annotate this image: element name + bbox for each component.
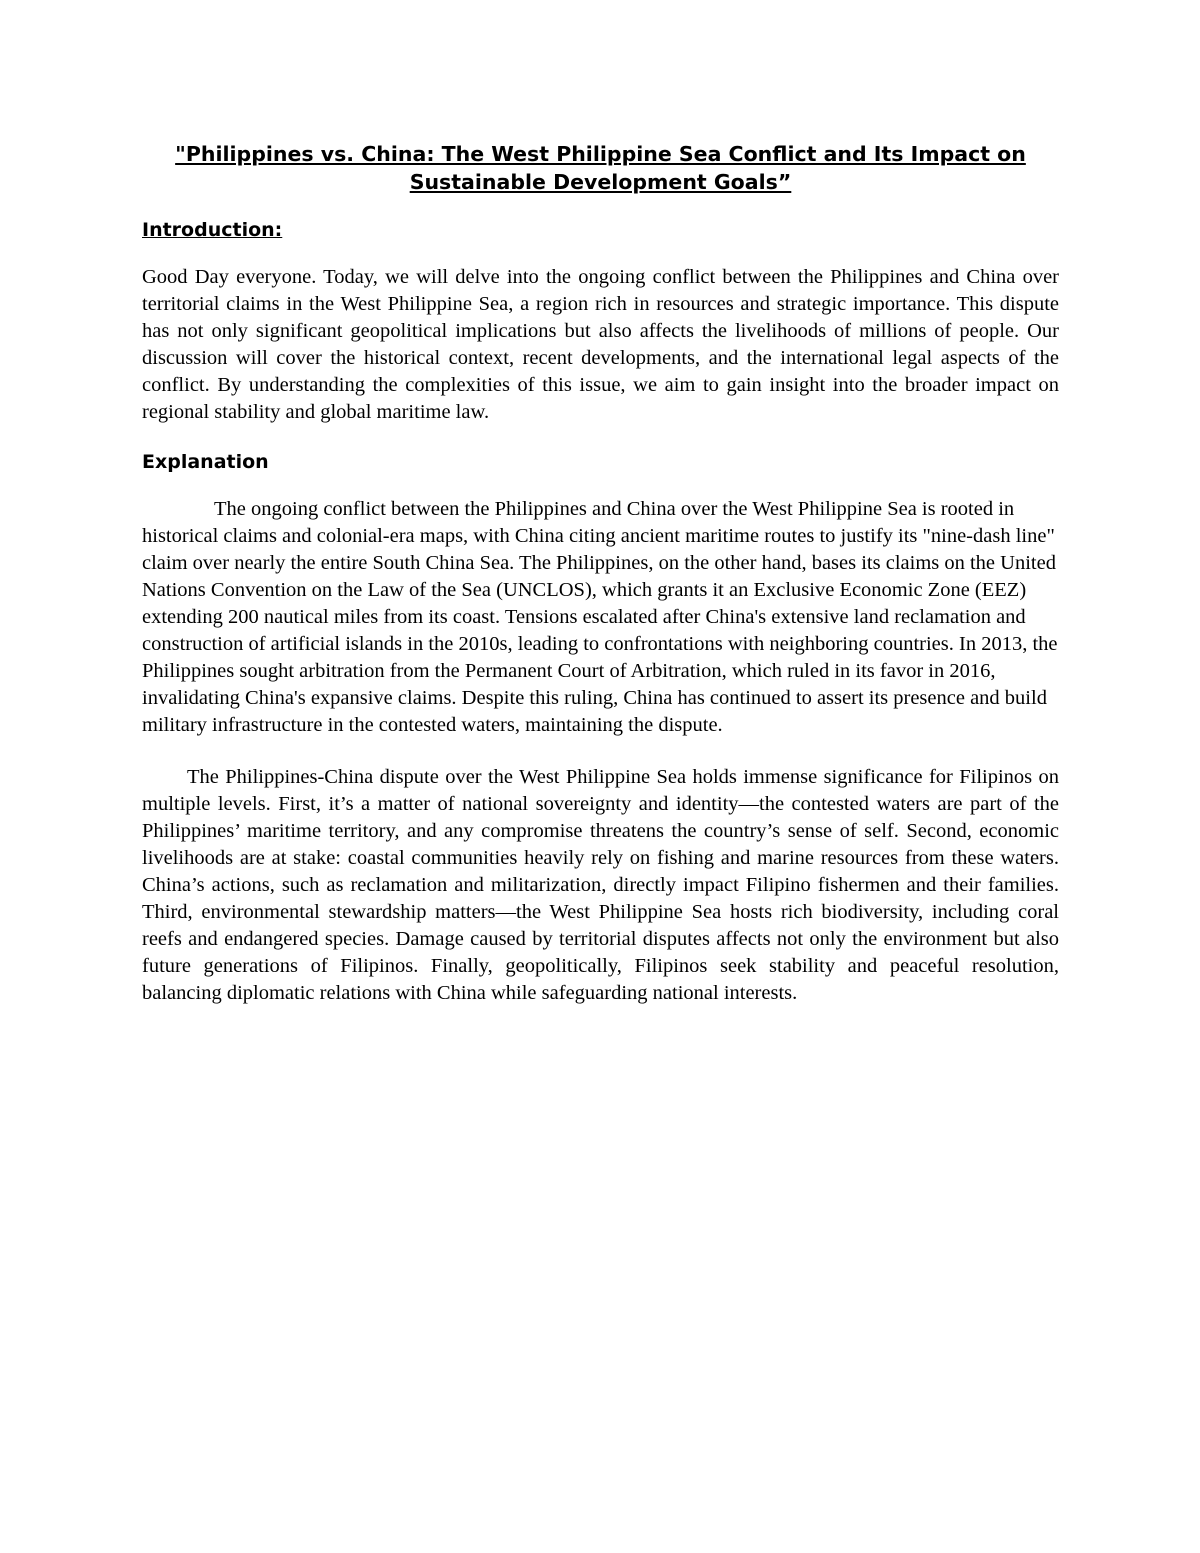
document-body <box>142 140 1059 1007</box>
explanation-paragraph: The ongoing conflict between the Philippines and China over the West Philippine Sea is rooted in historical claims and colonial-era maps, with China citing ancient maritime routes to justify its "nine-dash line" claim over nearly the entire South China Sea. The Philippines, on the other hand, bases its claims on the United Nations Convention on the Law of the Sea (UNCLOS), which grants it an Exclusive Economic Zone (EEZ) extending 200 nautical miles from its coast. Tensions escalated after China's extensive land reclamation and construction of artificial islands in the 2010s, leading to confrontations with neighboring countries. In 2013, the Philippines sought arbitration from the Permanent Court of Arbitration, which ruled in its favor in 2016, invalidating China's expansive claims. Despite this ruling, China has continued to assert its presence and build military infrastructure in the contested waters, maintaining the dispute. <box>142 498 1058 736</box>
introduction-paragraph: Good Day everyone. Today, we will delve into the ongoing conflict between the Philippines and China over territorial claims in the West Philippine Sea, a region rich in resources and strategic importance. This dispute has not only significant geopolitical implications but also affects the livelihoods of millions of people. Our discussion will cover the historical context, recent developments, and the international legal aspects of the conflict. By understanding the complexities of this issue, we aim to gain insight into the broader impact on regional stability and global maritime law. <box>142 266 1059 423</box>
document-title: "Philippines vs. China: The West Philippine Sea Conflict and Its Impact on Sustainable Development Goals” <box>175 142 1026 194</box>
explanation-paragraph: The Philippines-China dispute over the West Philippine Sea holds immense significance for Filipinos on multiple levels. First, it’s a matter of national sovereignty and identity—the contested waters are part of the Philippines’ maritime territory, and any compromise threatens the country’s sense of self. Second, economic livelihoods are at stake: coastal communities heavily rely on fishing and marine resources from these waters. China’s actions, such as reclamation and militarization, directly impact Filipino fishermen and their families. Third, environmental stewardship matters—the West Philippine Sea hosts rich biodiversity, including coral reefs and endangered species. Damage caused by territorial disputes affects not only the environment but also future generations of Filipinos. Finally, geopolitically, Filipinos seek stability and peaceful resolution, balancing diplomatic relations with China while safeguarding national interests. <box>142 766 1059 1004</box>
explanation-heading: Explanation <box>142 451 269 473</box>
introduction-heading: Introduction: <box>142 219 283 241</box>
